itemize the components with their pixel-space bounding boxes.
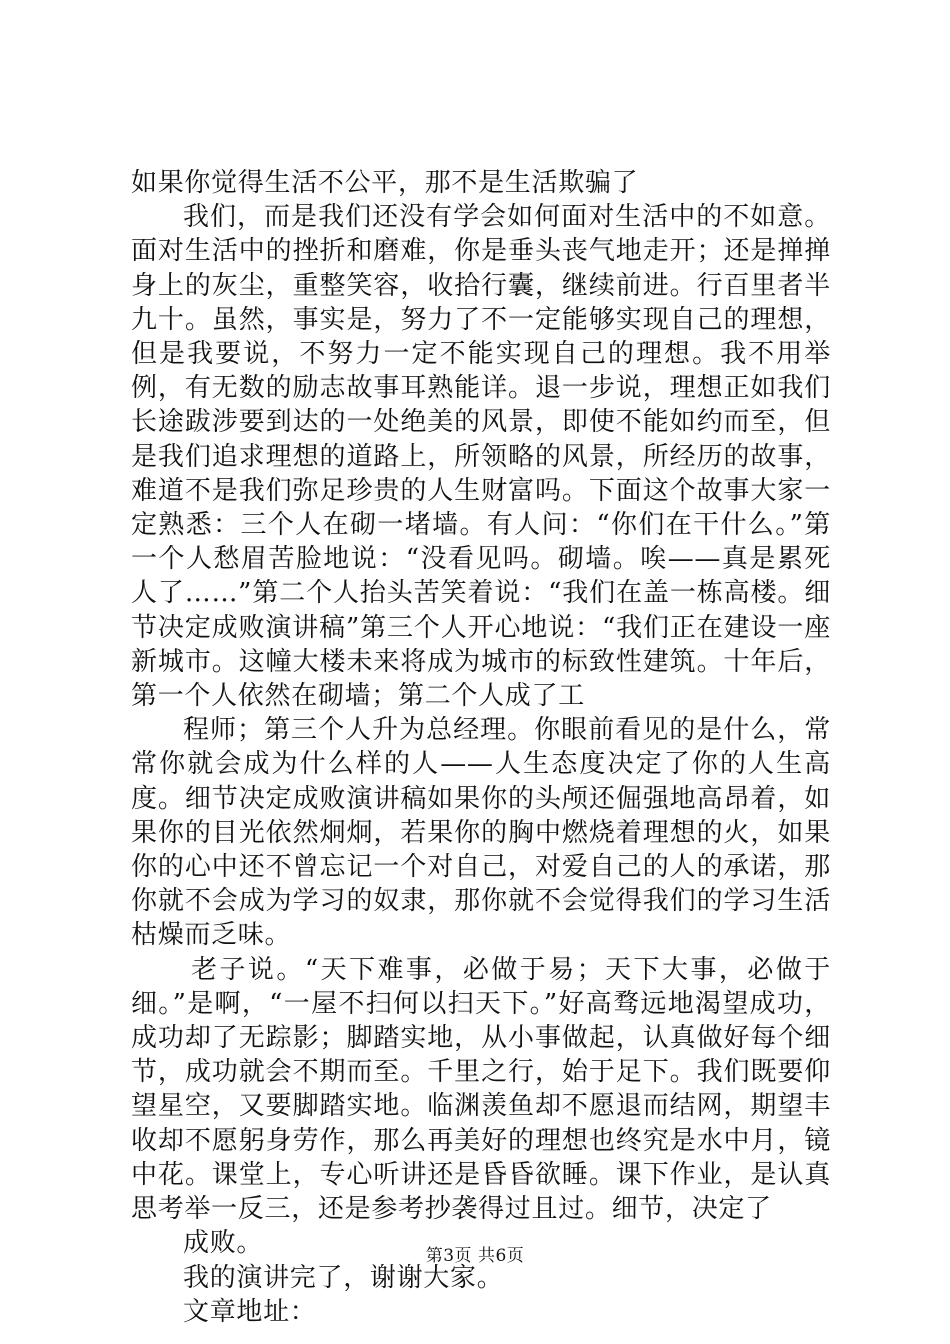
paragraph-6: 我的演讲完了，谢谢大家。 bbox=[183, 1262, 504, 1293]
paragraph-2: 我们，而是我们还没有学会如何面对生活中的不如意。面对生活中的挫折和磨难，你是垂头丧气地走开；还是掸掸身上的灰尘，重整笑容，收拾行囊，继续前进。行百里者半九十。虽然，事实是，努力了不一定能够实现自己的理想，但是我要说，不努力一定不能实现自己的理想。我不用举例，有无数的励志故事耳熟能详。退一步说，理想正如我们长途跋涉要到达的一处绝美的风景，即使不能如约而至，但是我们追求理想的道路上，所领略的风景，所经历的故事，难道不是我们弥足珍贵的人生财富吗。下面这个故事大家一定熟悉：三个人在砌一堵墙。有人问：“你们在干什么。”第一个人愁眉苦脸地说：“没看见吗。砌墙。唉——真是累死人了……”第二个人抬头苦笑着说：“我们在盖一栋高楼。细节决定成败演讲稿”第三个人开心地说：“我们正在建设一座新城市。这幢大楼未来将成为城市的标致性建筑。十年后，第一个人依然在砌墙；第二个人成了工 bbox=[131, 202, 831, 712]
paragraph-1: 如果你觉得生活不公平，那不是生活欺骗了 bbox=[131, 168, 639, 198]
paragraph-7: 文章地址： bbox=[183, 1296, 317, 1327]
paragraph-3: 程师；第三个人升为总经理。你眼前看见的是什么，常常你就会成为什么样的人——人生态度决定了你的人生高度。细节决定成败演讲稿如果你的头颅还倔强地高昂着，如果你的目光依然炯炯，若果你的胸中燃烧着理想的火，如果你的心中还不曾忘记一个对自己，对爱自己的人的承诺，那你就不会成为学习的奴隶，那你就不会觉得我们的学习生活枯燥而乏味。 bbox=[131, 715, 831, 951]
page-number-footer: 第3页 共6页 bbox=[425, 1246, 525, 1266]
document-body bbox=[131, 166, 831, 1329]
paragraph-4: 老子说。“天下难事，必做于易；天下大事，必做于细。”是啊，“一屋不扫何以扫天下。”好高骛远地渴望成功，成功却了无踪影；脚踏实地，从小事做起，认真做好每个细节，成功就会不期而至。千里之行，始于足下。我们既要仰望星空，又要脚踏实地。临渊羡鱼却不愿退而结网，期望丰收却不愿躬身劳作，那么再美好的理想也终究是水中月，镜中花。课堂上，专心听讲还是昏昏欲睡。课下作业，是认真思考举一反三，还是参考抄袭得过且过。细节，决定了 bbox=[131, 954, 831, 1225]
paragraph-5: 成败。 bbox=[183, 1228, 264, 1259]
